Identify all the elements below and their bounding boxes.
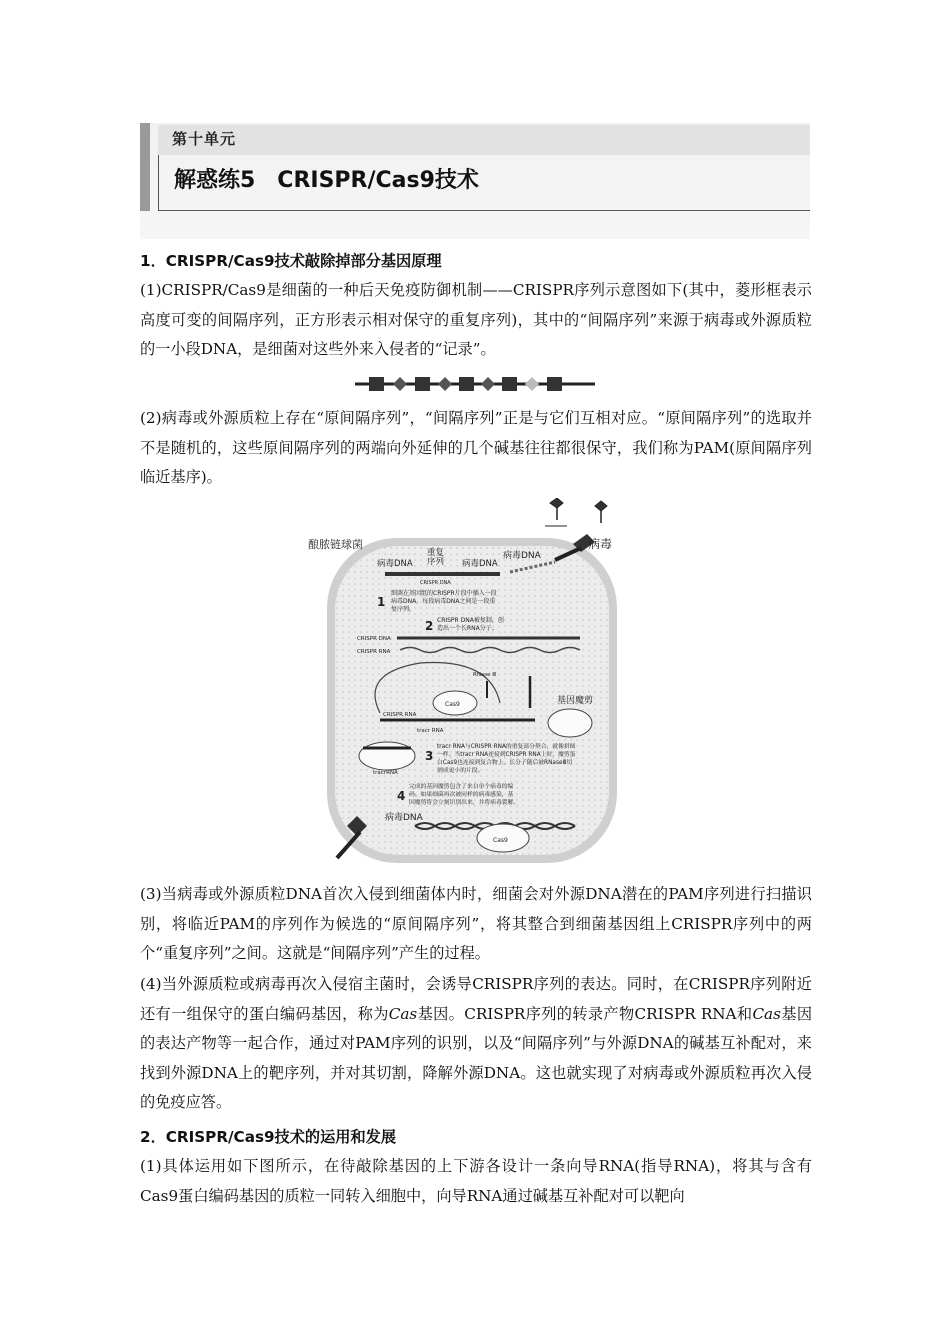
repeat-seq-label: 重复序列 bbox=[427, 548, 445, 567]
cas-gene-italic: Cas bbox=[388, 1004, 418, 1023]
section2-paragraph-1: (1)具体运用如下图所示，在待敲除基因的上下游各设计一条向导RNA(指导RNA)，将其与含有Cas9蛋白编码基因的质粒一同转入细胞中，向导RNA通过碱基互补配对可以靶向 bbox=[140, 1157, 812, 1205]
step1-text-line3: 复序列。 bbox=[391, 606, 416, 613]
section1-heading: 1．CRISPR/Cas9技术敲除掉部分基因原理 bbox=[140, 252, 442, 270]
virus-dna-top-label: 病毒DNA bbox=[503, 551, 541, 561]
complex-icon bbox=[359, 742, 415, 770]
step1-text-line2: 病毒DNA。每段病毒DNA之间是一段重 bbox=[391, 598, 496, 605]
virus-icon bbox=[545, 498, 607, 526]
step4-text-line1: 完成的基因魔剪包含了来自单个病毒的编 bbox=[409, 784, 514, 790]
crispr-rna-label: CRISPR RNA bbox=[357, 649, 391, 655]
crispr-rna-label-2: CRISPR RNA bbox=[383, 712, 417, 718]
step2-text-line1: CRISPR DNA被复制，创 bbox=[437, 617, 504, 624]
virus-dna-left-label: 病毒DNA bbox=[377, 559, 413, 569]
section1-paragraph-4-part-b: 基因。CRISPR序列的转录产物CRISPR RNA和 bbox=[417, 1004, 753, 1023]
virus-dna-right-label: 病毒DNA bbox=[462, 559, 498, 569]
header-accent-bar bbox=[140, 123, 150, 211]
virus-label: 病毒 bbox=[588, 537, 613, 551]
step2-number: 2 bbox=[425, 619, 434, 633]
repeat-square bbox=[415, 377, 430, 391]
section1-paragraph-2: (2)病毒或外源质粒上存在“原间隔序列”，“间隔序列”正是与它们互相对应。“原间隔序列”的选取并不是随机的，这些原间隔序列的两端向外延伸的几个碱基往往都很保守，我们称为PAM(原间隔序列临近基序)。 bbox=[140, 409, 812, 486]
section1-paragraph-4-part-c: 基因的表达产物等一起合作，通过对PAM序列的识别，以及“间隔序列”与外源DNA的碱基互补配对，来找到外源DNA上的靶序列，并对其切割，降解外源DNA。这也就实现了对病毒或外源质粒再次入侵的免疫应答。 bbox=[140, 1004, 813, 1111]
section1-paragraph-3: (3)当病毒或外源质粒DNA首次入侵到细菌体内时，细菌会对外源DNA潜在的PAM序列进行扫描识别，将临近PAM的序列作为候选的“原间隔序列”，将其整合到细菌基因组上CRISPR序列中的两个“重复序列”之间。这就是“间隔序列”产生的过程。 bbox=[140, 885, 812, 962]
repeat-square bbox=[547, 377, 562, 391]
step1-number: 1 bbox=[377, 595, 386, 609]
cas9-label: Cas9 bbox=[445, 701, 460, 708]
repeat-square bbox=[502, 377, 517, 391]
section2-heading: 2．CRISPR/Cas9技术的运用和发展 bbox=[140, 1128, 397, 1146]
gene-scissors-icon bbox=[548, 709, 592, 737]
step3-text-line3: 白Cas9也连接到复合物上。长分子随后被RNaseⅢ切 bbox=[437, 760, 573, 766]
cas9-bottom-label: Cas9 bbox=[493, 837, 508, 844]
spacer-diamond bbox=[393, 377, 407, 391]
crispr-mechanism-figure bbox=[305, 498, 635, 868]
section1-paragraph-4-part-a: (4)当外源质粒或病毒再次入侵宿主菌时，会诱导CRISPR序列的表达。同时，在CRISPR序列附近还有一组保守的蛋白编码基因，称为 bbox=[140, 975, 812, 1023]
step2-text-line2: 造出一个长RNA分子。 bbox=[437, 625, 498, 632]
crispr-sequence-diagram bbox=[355, 374, 595, 394]
rnase-label: RNase Ⅲ bbox=[473, 672, 497, 678]
crispr-dna-small-label: CRISPR DNA bbox=[420, 580, 451, 586]
step4-number: 4 bbox=[397, 789, 406, 803]
header-rule-vertical bbox=[158, 155, 159, 211]
step1-text-line1: 细菌在基因组的CRISPR片段中插入一段 bbox=[391, 590, 497, 597]
crispr-dna-label: CRISPR DNA bbox=[357, 636, 391, 642]
repeat-square bbox=[459, 377, 474, 391]
step3-number: 3 bbox=[425, 749, 434, 763]
section1-paragraph-1: (1)CRISPR/Cas9是细菌的一种后天免疫防御机制——CRISPR序列示意图如下(其中，菱形框表示高度可变的间隔序列，正方形表示相对保守的重复序列)，其中的“间隔序列”来源于病毒或外源质粒的一小段DNA，是细菌对这些外来入侵者的“记录”。 bbox=[140, 281, 812, 358]
step4-text-line2: 码。如果细菌再次被同样的病毒感染，基 bbox=[409, 792, 514, 798]
bacterium-label: 酿脓链球菌 bbox=[308, 538, 363, 551]
virus-dna-bottom-label: 病毒DNA bbox=[385, 813, 423, 823]
step4-text-line3: 因魔剪将会立刻识别出来，并将病毒裂解。 bbox=[409, 800, 520, 806]
tracr-rna-label: tracr RNA bbox=[417, 728, 444, 734]
tracrrna-label: tracrRNA bbox=[373, 770, 398, 776]
unit-label: 第十单元 bbox=[172, 130, 237, 148]
spacer-diamond bbox=[525, 377, 539, 391]
page-title: 解惑练5 CRISPR/Cas9技术 bbox=[174, 168, 479, 193]
cas-gene-italic-2: Cas bbox=[752, 1004, 781, 1023]
gene-scissors-label: 基因魔剪 bbox=[557, 696, 594, 706]
repeat-square bbox=[369, 377, 384, 391]
spacer-diamond bbox=[438, 377, 452, 391]
spacer-diamond bbox=[481, 377, 495, 391]
step3-text-line4: 割成更小的片段。 bbox=[437, 768, 484, 774]
section1-paragraph-4 bbox=[140, 970, 812, 1118]
header-top-strip bbox=[158, 125, 810, 155]
header-rule-horizontal bbox=[158, 210, 810, 211]
step3-text-line2: 一样。当tracr RNA连接到CRISPR RNA上时，魔剪蛋 bbox=[437, 752, 576, 758]
step3-text-line1: tracr RNA与CRISPR RNA的重复部分契合，就像拼图 bbox=[437, 744, 576, 750]
